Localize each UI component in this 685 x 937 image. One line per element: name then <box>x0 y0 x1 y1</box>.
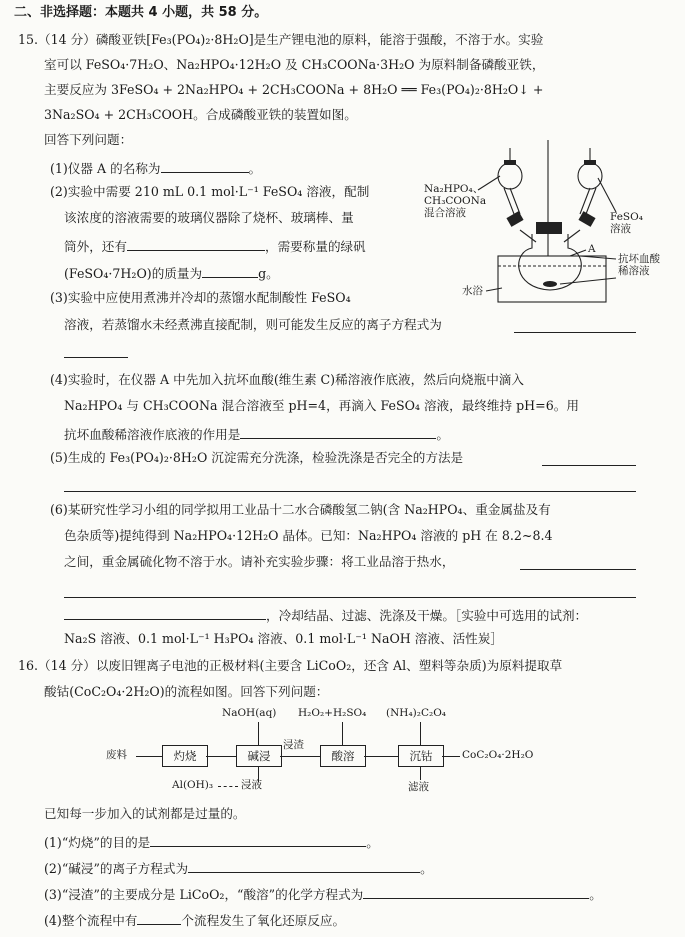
q15-p5-answer-blank-2[interactable] <box>64 490 636 492</box>
q15-part-3-b: 溶液，若蒸馏水未经煮沸直接配制，则可能发生反应的离子方程式为 <box>64 317 442 332</box>
flow-arrow-5 <box>442 756 460 757</box>
flow-arrow-4 <box>364 756 398 757</box>
flow-product-label: CoC₂O₄·2H₂O <box>462 749 534 761</box>
q16-p3-period: 。 <box>589 887 602 902</box>
q15-part-1 <box>50 160 261 176</box>
flow-filtrate-arrow <box>420 766 421 780</box>
q15-part-6-e: Na₂S 溶液、0.1 mol·L⁻¹ H₃PO₄ 溶液、0.1 mol·L⁻¹ NaOH 溶液、活性炭］ <box>64 631 503 646</box>
q15-line-5: 回答下列问题： <box>44 132 133 147</box>
q15-part-2-a: (2)实验中需要 210 mL 0.1 mol·L⁻¹ FeSO₄ 溶液，配制 <box>50 184 370 199</box>
q15-part-6-d-text: ，冷却结晶、过滤、洗涤及干燥。［实验中可选用的试剂： <box>266 608 588 623</box>
q16-part-4-b: 个流程发生了氧化还原反应。 <box>181 913 346 928</box>
flow-byproduct-2: 滤液 <box>408 781 429 793</box>
flow-byproduct-1: Al(OH)₃ <box>172 779 214 791</box>
q15-p6-answer-blank[interactable] <box>520 568 636 570</box>
q15-line-2: 室可以 FeSO₄·7H₂O、Na₂HPO₄·12H₂O 及 CH₃COONa·3H₂O 为原料制备磷酸亚铁， <box>44 57 545 72</box>
flow-reagent-3: (NH₄)₂C₂O₄ <box>386 707 447 719</box>
synthesis-apparatus-figure <box>420 138 660 308</box>
q15-part-2-c1: 筒外，还有 <box>64 239 127 254</box>
flow-box-acid-dissolve: 酸溶 <box>320 745 366 767</box>
q15-part-6-b: 色杂质等)提纯得到 Na₂HPO₄·12H₂O 晶体。已知：Na₂HPO₄ 溶液的 pH 在 8.2~8.4 <box>64 528 553 543</box>
q15-part-2-d <box>64 265 279 281</box>
section-header: 二、非选择题：本题共 4 小题，共 58 分。 <box>14 5 268 20</box>
q15-part-2-d2: g。 <box>258 266 279 281</box>
q15-p1-answer-blank[interactable] <box>161 160 249 173</box>
q15-part-4-c-text: 抗坏血酸稀溶液作底液的作用是 <box>64 427 241 442</box>
q15-part-5: (5)生成的 Fe₃(PO₄)₂·8H₂O 沉淀需充分洗涤，检验洗涤是否完全的方法是 <box>50 450 464 465</box>
apparatus-label-bath: 水浴 <box>462 285 483 297</box>
q15-p1-period: 。 <box>248 161 262 176</box>
q16-p1-period: 。 <box>366 835 379 850</box>
q16-line-1: 16.（14 分）以废旧锂离子电池的正极材料(主要含 LiCoO₂，还含 Al、塑料等杂质)为原料提取草 <box>18 658 563 673</box>
flow-byproduct-1-label: 浸液 <box>241 779 262 791</box>
q15-p4-answer-blank[interactable] <box>240 426 436 439</box>
flow-reagent-1-arrow <box>258 722 259 745</box>
q16-part-4 <box>44 912 345 928</box>
q15-line-1: 15.（14 分）磷酸亚铁[Fe₃(PO₄)₂·8H₂O]是生产锂电池的原料，能溶于强酸，不溶于水。实验 <box>18 32 544 47</box>
q15-p6-answer-blank-2[interactable] <box>64 596 636 598</box>
q15-part-4-a: (4)实验时，在仪器 A 中先加入抗坏血酸(维生素 C)稀溶液作底液，然后向烧瓶中滴入 <box>50 372 524 387</box>
q15-p6-answer-blank-3[interactable] <box>64 607 266 620</box>
flow-arrow-2 <box>206 756 236 757</box>
q15-part-6-d <box>64 607 587 623</box>
flow-byproduct-1-arrow <box>218 786 238 788</box>
q16-part-2-text: (2)“碱浸”的离子方程式为 <box>44 861 189 876</box>
q16-part-3-text: (3)“浸渣”的主要成分是 LiCoO₂，“酸溶”的化学方程式为 <box>44 887 364 902</box>
flow-reagent-2: H₂O₂+H₂SO₄ <box>298 707 367 719</box>
q16-p2-answer-blank[interactable] <box>188 860 420 873</box>
q15-part-4-c <box>64 426 449 442</box>
q16-p2-period: 。 <box>420 861 433 876</box>
apparatus-label-A: A <box>588 243 596 255</box>
apparatus-label-right-2: 溶液 <box>610 223 631 235</box>
apparatus-label-left-1: Na₂HPO₄、 <box>424 183 484 195</box>
flow-box-cobalt-precip: 沉钴 <box>398 745 444 767</box>
flow-mid-label: 浸渣 <box>283 739 304 751</box>
q16-part-1-text: (1)“灼烧”的目的是 <box>44 835 151 850</box>
apparatus-label-left-3: 混合溶液 <box>424 207 466 219</box>
apparatus-label-left-2: CH₃COONa <box>424 195 487 207</box>
q16-note: 已知每一步加入的试剂都是过量的。 <box>44 806 246 821</box>
apparatus-label-vc-1: 抗坏血酸 <box>618 253 660 265</box>
q15-p3-equation-blank[interactable] <box>514 331 636 333</box>
q15-p3-equation-blank-2[interactable] <box>64 356 128 358</box>
q15-part-3-a: (3)实验中应使用煮沸并冷却的蒸馏水配制酸性 FeSO₄ <box>50 290 351 305</box>
q15-p5-answer-blank[interactable] <box>542 464 636 466</box>
q16-p4-answer-blank[interactable] <box>137 912 181 925</box>
q16-part-3 <box>44 886 602 902</box>
flow-arrow-3 <box>280 756 320 757</box>
flow-reagent-1: NaOH(aq) <box>222 707 277 719</box>
flow-reagent-2-arrow <box>342 722 343 745</box>
q16-p3-answer-blank[interactable] <box>363 886 589 899</box>
q15-line-3: 主要反应为 3FeSO₄ + 2Na₂HPO₄ + 2CH₃COONa + 8H₂O ══ Fe₃(PO₄)₂·8H₂O↓ + <box>44 82 544 97</box>
flow-start-label: 废料 <box>106 749 127 761</box>
flow-box-alkali-leach: 碱浸 <box>236 745 282 767</box>
q15-part-4-b: Na₂HPO₄ 与 CH₃COONa 混合溶液至 pH=4，再滴入 FeSO₄ 溶液，最终维持 pH=6。用 <box>64 398 579 413</box>
q16-part-1 <box>44 834 379 850</box>
q15-p2-mass-blank[interactable] <box>202 265 258 278</box>
q15-part-6-a: (6)某研究性学习小组的同学拟用工业品十二水合磷酸氢二钠(含 Na₂HPO₄、重金属盐及有 <box>50 502 551 517</box>
q15-line-4: 3Na₂SO₄ + 2CH₃COOH。合成磷酸亚铁的装置如图。 <box>44 107 357 122</box>
q16-p1-answer-blank[interactable] <box>150 834 366 847</box>
q15-p4-period: 。 <box>436 427 449 442</box>
q15-part-6-c: 之间，重金属硫化物不溶于水。请补充实验步骤：将工业品溶于热水， <box>64 554 455 569</box>
q16-part-2 <box>44 860 433 876</box>
q15-part-2-b: 该浓度的溶液需要的玻璃仪器除了烧杯、玻璃棒、量 <box>64 210 354 225</box>
q16-part-4-a: (4)整个流程中有 <box>44 913 138 928</box>
q15-p2-instruments-blank[interactable] <box>127 238 265 251</box>
apparatus-label-vc-2: 稀溶液 <box>618 265 650 277</box>
flow-arrow-1 <box>136 756 162 757</box>
q15-part-2-c2: ，需要称量的绿矾 <box>264 239 366 254</box>
flow-reagent-3-arrow <box>420 722 421 745</box>
apparatus-label-right-1: FeSO₄ <box>610 211 643 223</box>
q15-part-2-c <box>64 238 366 254</box>
q15-part-1-text: (1)仪器 A 的名称为 <box>50 161 161 176</box>
flow-box-calcination: 灼烧 <box>162 745 208 767</box>
q16-line-2: 酸钴(CoC₂O₄·2H₂O)的流程如图。回答下列问题： <box>44 684 329 699</box>
q15-part-2-d1: (FeSO₄·7H₂O)的质量为 <box>64 266 203 281</box>
